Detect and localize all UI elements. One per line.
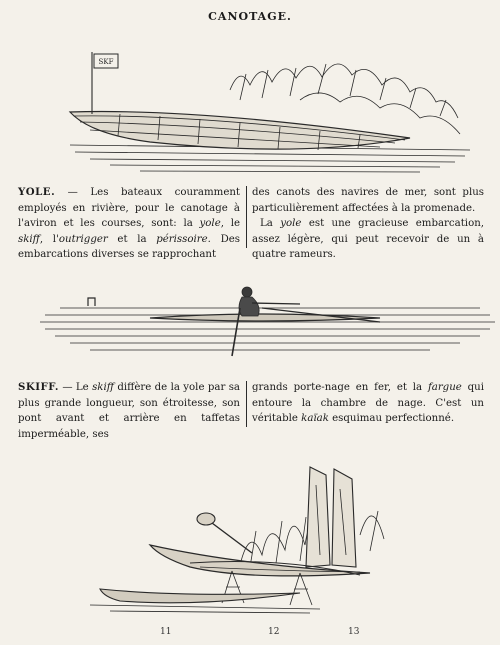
skiff-rower-illustration [0, 270, 500, 370]
yole-column-right: des canots des navires de mer, sont plus particulièrement affectées à la promenade. La yole est une gracieuse embarcation, assez légère, qui peut recevoir de un à quatre rameurs. [252, 187, 484, 260]
skiff-column-right: grands porte-nage en fer, et la fargue qui entoure la chambre de nage. C'est un véritable kaïak esquimau perfectionné. [252, 382, 484, 424]
yole-column-left: YOLE. — Les bateaux couramment employés en rivière, pour le canotage à l'aviron et les courses, sont: la yole, le skiff, l'outrigger et la périssoire. Des embarcations diverses se rapprochant [18, 186, 240, 260]
page-number: 12 [268, 627, 280, 637]
page-number: 13 [348, 627, 360, 637]
yole-illustration [0, 30, 500, 180]
skiff-column-left: SKIFF. — Le skiff diffère de la yole par sa plus grande longueur, son étroitesse, son pont avant et arrière en taffetas imperméable, ses [18, 381, 240, 440]
column-divider [246, 186, 247, 248]
page-number: 11 [160, 627, 172, 637]
flag-text: SKF [98, 58, 114, 66]
skiff-label: SKIFF. [18, 381, 59, 393]
boats-on-trestles-illustration [0, 455, 500, 625]
column-divider [246, 381, 247, 427]
page-title: CANOTAGE. [208, 10, 292, 23]
yole-label: YOLE. [18, 186, 56, 198]
